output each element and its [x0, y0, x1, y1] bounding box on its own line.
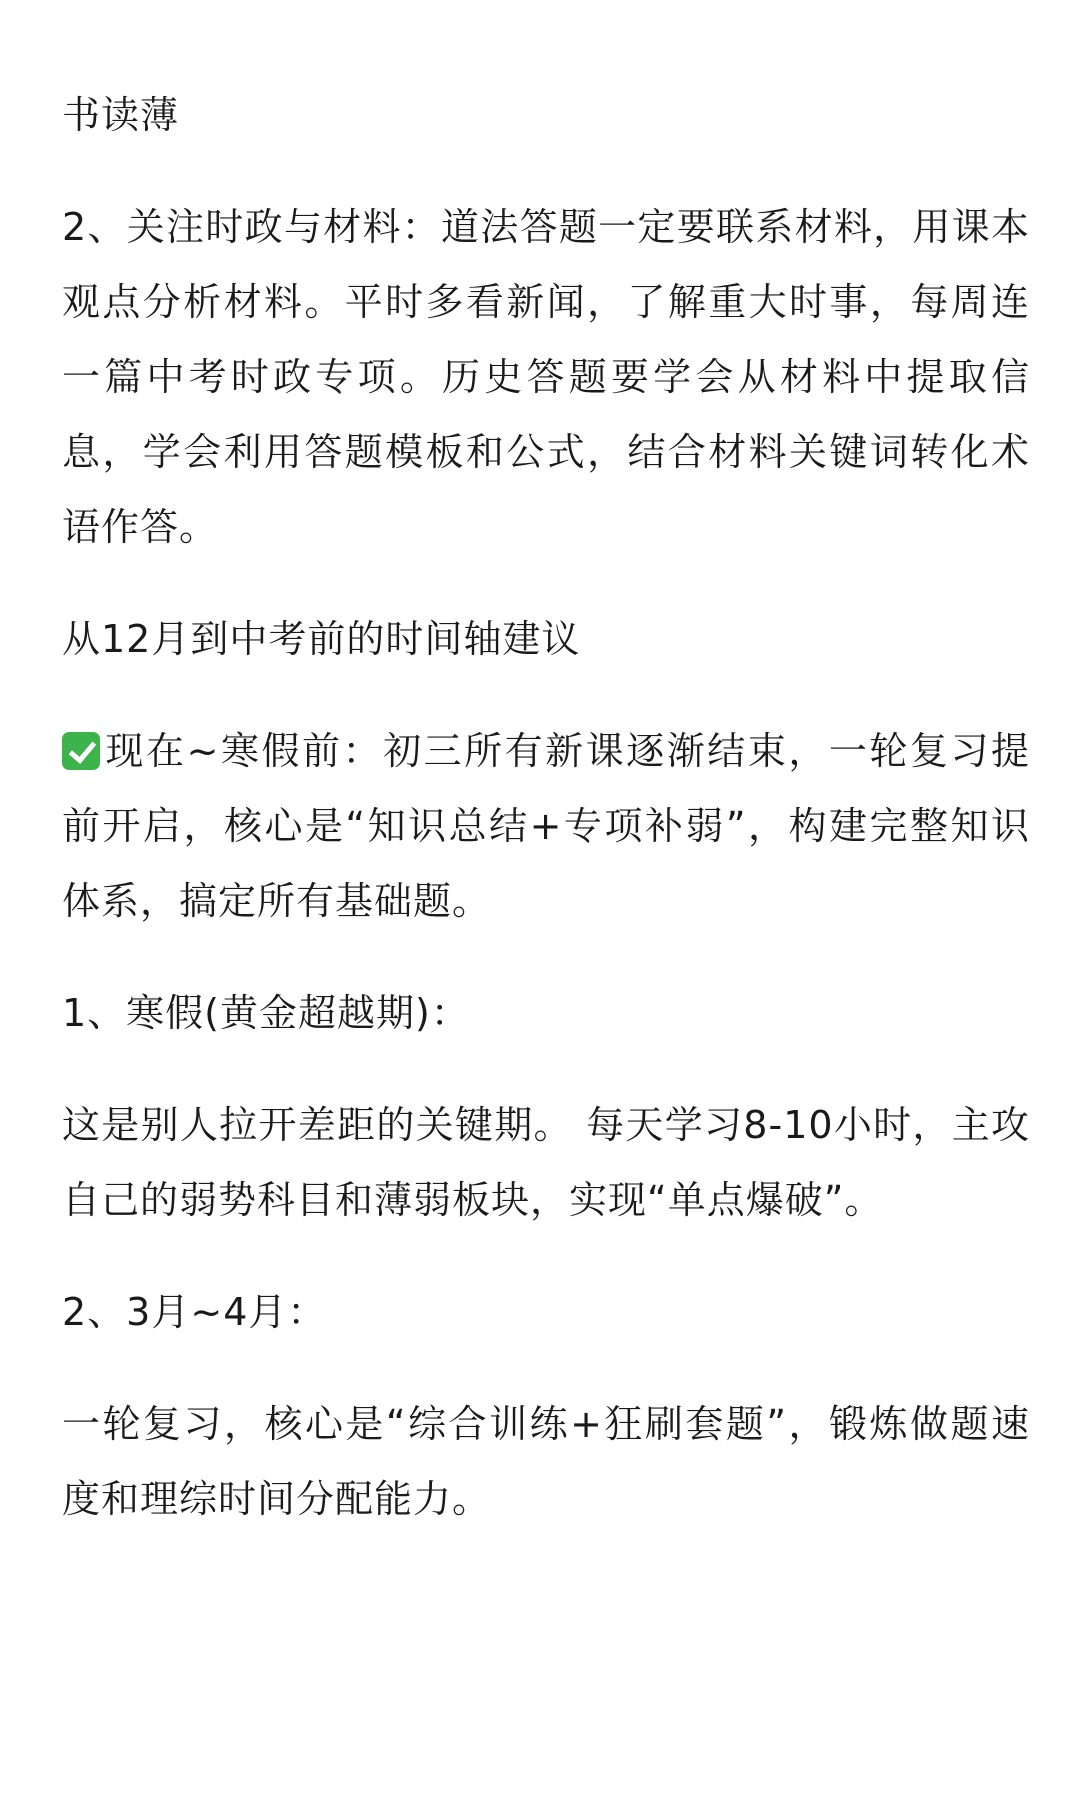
paragraph-before-winter-break-text: 现在~寒假前：初三所有新课逐渐结束，一轮复习提前开启，核心是“知识总结+专项补弱”，构建完整知识体系，搞定所有基础题。: [62, 729, 1030, 923]
check-mark-icon: [62, 732, 100, 770]
paragraph-current-affairs: 2、关注时政与材料：道法答题一定要联系材料，用课本观点分析材料。平时多看新闻，了解重大时事，每周连一篇中考时政专项。历史答题要学会从材料中提取信息，学会利用答题模板和公式，结合材料关键词转化术语作答。: [62, 205, 1030, 549]
paragraph-timeline-title: 从12月到中考前的时间轴建议: [62, 617, 581, 661]
paragraph-march-april-heading: 2、3月~4月：: [62, 1290, 327, 1334]
paragraph-before-winter-break: [62, 714, 1030, 939]
paragraph-heading-book-thin: 书读薄: [62, 93, 180, 137]
paragraph-march-april-detail: 一轮复习，核心是“综合训练+狂刷套题”，锻炼做题速度和理综时间分配能力。: [62, 1402, 1030, 1521]
article-content: [62, 78, 1030, 1574]
paragraph-winter-break-detail: 这是别人拉开差距的关键期。 每天学习8-10小时，主攻自己的弱势科目和薄弱板块，实现“单点爆破”。: [62, 1103, 1030, 1222]
paragraph-winter-break-heading: 1、寒假(黄金超越期)：: [62, 991, 470, 1035]
